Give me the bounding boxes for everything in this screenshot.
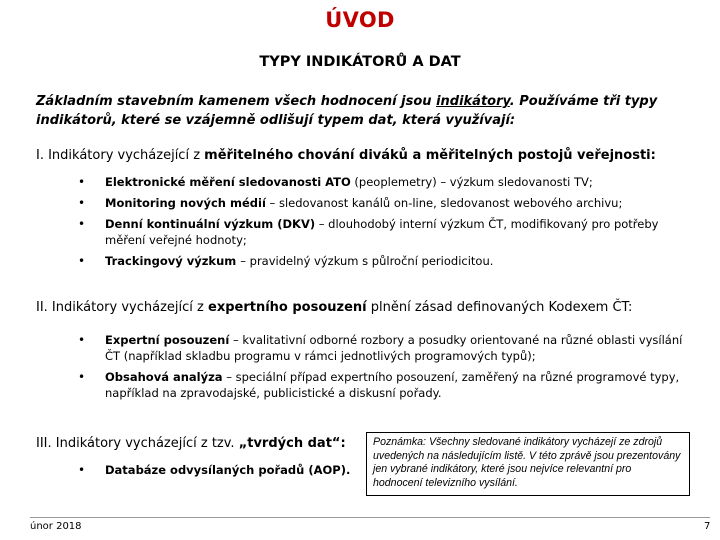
list-item	[78, 195, 688, 211]
note-box: Poznámka: Všechny sledované indikátory vycházejí ze zdrojů uvedených na následujícím listě. V této zprávě jsou prezentovány jen vybrané indikátory, které jsou nejvíce relevantní pro hodnocení televizního vysílání.	[366, 432, 690, 496]
section-1-heading-bold: měřitelného chování diváků a měřitelných postojů veřejnosti:	[204, 148, 656, 163]
item-term: Databáze odvysílaných pořadů (AOP).	[105, 463, 351, 477]
item-desc: (peoplemetry) – výzkum sledovanosti TV;	[350, 175, 593, 189]
intro-underlined-term: indikátory	[436, 94, 510, 109]
section-2-heading-rest: plnění zásad definovaných Kodexem ČT:	[366, 300, 633, 315]
item-term: Obsahová analýza	[105, 370, 223, 384]
list-item	[78, 332, 688, 364]
section-3-heading	[36, 435, 346, 453]
item-term: Trackingový výzkum	[105, 254, 241, 268]
section-2-heading	[36, 299, 632, 317]
item-desc: – sledovanost kanálů on-line, sledovanost webového archivu;	[265, 196, 623, 210]
slide-subtitle: TYPY INDIKÁTORŮ A DAT	[259, 54, 461, 70]
item-term: Denní kontinuální výzkum (DKV)	[105, 217, 316, 231]
section-2-list	[78, 332, 688, 406]
section-1-list	[78, 174, 688, 274]
footer-date: únor 2018	[30, 521, 82, 532]
list-item	[78, 174, 688, 190]
item-desc: – kvalitativní odborné rozbory a posudky orientované na různé oblasti vysílání ČT (například skladbu programu v rámci jednotlivých programových typů);	[105, 333, 683, 363]
section-3-heading-plain: III. Indikátory vycházející z tzv.	[36, 436, 239, 451]
section-2-heading-bold: expertního posouzení	[208, 300, 367, 315]
item-term: Expertní posouzení	[105, 333, 230, 347]
slide-title: ÚVOD	[325, 8, 395, 32]
list-item	[78, 216, 688, 248]
item-desc: – dlouhodobý interní výzkum ČT, modifikovaný pro potřeby měření veřejné hodnoty;	[105, 217, 659, 247]
intro-text-end: . Používáme tři typy indikátorů, které se vzájemně odlišují typem dat, která využívají:	[36, 94, 658, 128]
item-desc: – speciální případ expertního posouzení, zaměřený na různé programové typy, například na zpravodajské, publicistické a diskusní pořady.	[105, 370, 680, 400]
page-number: 7	[704, 521, 711, 532]
list-item	[78, 253, 688, 269]
list-item	[78, 462, 368, 478]
section-3-heading-bold: „tvrdých dat“:	[238, 436, 346, 451]
item-term: Monitoring nových médií	[105, 196, 266, 210]
section-1-heading	[36, 147, 656, 165]
list-item	[78, 369, 688, 401]
item-desc: – pravidelný výzkum s půlroční periodicitou.	[240, 254, 494, 268]
intro-paragraph	[36, 92, 676, 130]
intro-text-start: Základním stavebním kamenem všech hodnocení jsou	[36, 94, 437, 109]
item-term: Elektronické měření sledovanosti ATO	[105, 175, 351, 189]
section-1-heading-plain: I. Indikátory vycházející z	[36, 148, 205, 163]
section-3-list	[78, 462, 368, 483]
section-2-heading-plain: II. Indikátory vycházející z	[36, 300, 208, 315]
footer-divider	[30, 517, 710, 518]
